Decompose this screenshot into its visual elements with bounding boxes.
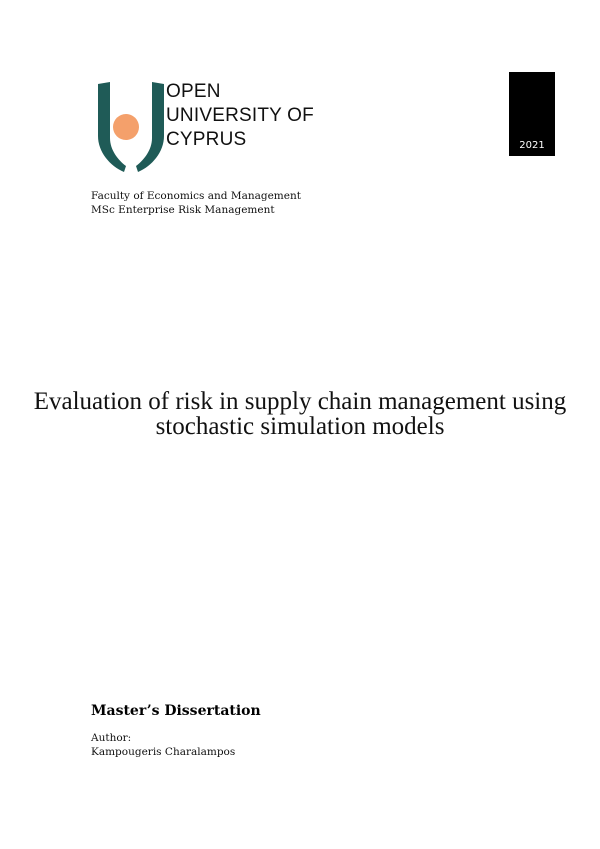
university-logo xyxy=(96,80,166,172)
university-logo-icon xyxy=(96,80,166,172)
university-name-line1: OPEN xyxy=(166,81,221,102)
title-line1: Evaluation of risk in supply chain management using xyxy=(33,388,567,415)
document-type: Master’s Dissertation xyxy=(91,703,261,719)
dissertation-title xyxy=(20,389,580,439)
faculty-block xyxy=(91,189,301,217)
university-name-line2: UNIVERSITY OF xyxy=(166,105,314,126)
university-name xyxy=(166,80,314,152)
year-label: 2021 xyxy=(519,140,545,151)
program-name: MSc Enterprise Risk Management xyxy=(91,204,275,216)
title-line2: stochastic simulation models xyxy=(155,413,445,440)
faculty-name: Faculty of Economics and Management xyxy=(91,190,301,202)
year-box xyxy=(509,72,555,156)
author-label: Author: xyxy=(91,732,132,744)
author-block xyxy=(91,731,235,759)
author-name: Kampougeris Charalampos xyxy=(91,746,236,758)
university-name-line3: CYPRUS xyxy=(166,129,247,150)
